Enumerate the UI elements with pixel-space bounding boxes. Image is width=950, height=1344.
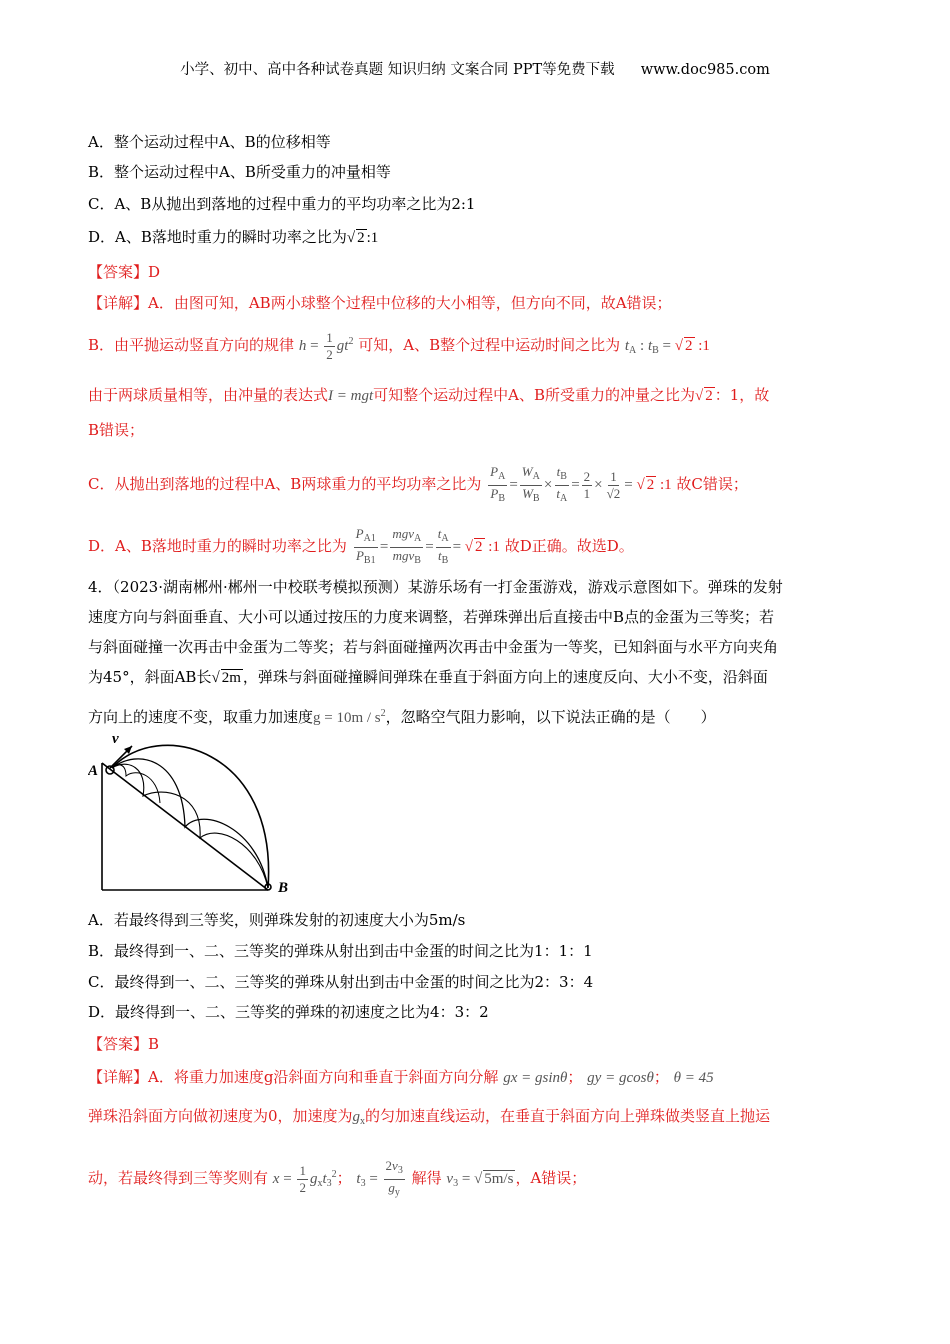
q3-detail-c: C．从抛出到落地的过程中A、B两球重力的平均功率之比为 $\frac{P_A}{P_B}$ = $\frac{W_A}{W_B}$ × $\frac{t_B}{t_A}$ = $\frac{2}{1}$ × $\frac{1}{√2}$ = √ 2 :1 故C错误；	[88, 464, 748, 504]
q3-option-c: C．A、B从抛出到落地的过程中重力的平均功率之比为2:1	[88, 195, 476, 213]
q3-answer: 【答案】D	[88, 263, 161, 281]
q4-detail-2: 弹珠沿斜面方向做初速度为0，加速度为$g_x$的匀加速直线运动，在垂直于斜面方向上弹珠做类竖直上抛运	[88, 1107, 771, 1127]
trajectory-third-prize	[112, 745, 269, 888]
header-text: 小学、初中、高中各种试卷真题 知识归纳 文案合同 PPT等免费下载	[180, 62, 615, 78]
trajectory-first-prize	[112, 764, 268, 888]
trajectory-extra	[112, 765, 160, 803]
q4-stem-3: 与斜面碰撞一次再击中金蛋为二等奖；若与斜面碰撞两次再击中金蛋为一等奖，已知斜面与水平方向夹角	[88, 638, 779, 656]
q4-option-a: A．若最终得到三等奖，则弹珠发射的初速度大小为5m/s	[88, 911, 466, 929]
q3-detail-d: D．A、B落地时重力的瞬时功率之比为 $\frac{P_{A1}}{P_{B1}}$ = $\frac{mgv_A}{mgv_B}$ = $\frac{t_A}{t_B}$ = √ 2 :1 故D正确。故选D。	[88, 526, 634, 566]
q4-stem-4: 为45°，斜面AB长√ 2m ，弹珠与斜面碰撞瞬间弹珠在垂直于斜面方向上的速度反向、大小不变，沿斜面	[88, 668, 768, 686]
formula-v3: $v_3$ = √ 5m/s	[446, 1170, 514, 1189]
q3-option-b: B．整个运动过程中A、B所受重力的冲量相等	[88, 163, 391, 181]
q4-stem-5: 方向上的速度不变，取重力加速度$g = 10m / s^2$，忽略空气阻力影响，以下说法正确的是（ ）	[88, 708, 716, 726]
q4-stem-1: 4．（2023·湖南郴州·郴州一中校联考模拟预测）某游乐场有一打金蛋游戏，游戏示意图如下。弹珠的发射	[88, 578, 783, 596]
q4-stem-2: 速度方向与斜面垂直、大小可以通过按压的力度来调整，若弹珠弹出后直接击中B点的金蛋为三等奖；若	[88, 608, 775, 626]
formula-h: h = $\frac{1}{2}$ $gt^2$	[298, 330, 354, 362]
q3-detail-b3: B错误；	[88, 421, 145, 439]
q4-detail-a: 【详解】A．将重力加速度g沿斜面方向和垂直于斜面方向分解 gx = gsinθ； gy = gcosθ； θ = 45	[88, 1068, 714, 1086]
q4-option-d: D．最终得到一、二、三等奖的弹珠的初速度之比为4：3：2	[88, 1003, 489, 1021]
q3-detail-a: 【详解】A．由图可知，AB两小球整个过程中位移的大小相等，但方向不同，故A错误；	[88, 294, 672, 312]
label-v: v	[112, 731, 119, 747]
q4-option-c: C．最终得到一、二、三等奖的弹珠从射出到击中金蛋的时间之比为2：3：4	[88, 973, 594, 991]
label-a: A	[88, 763, 99, 779]
formula-time-ratio: $t_A$ : $t_B$ =	[624, 337, 675, 356]
q4-detail-3: 动，若最终得到三等奖则有 x = $\frac{1}{2}$ $g_xt_3^2$； $t_3$ = $\frac{2v_3}{g_y}$ 解得 $v_3$ = √ 5m/s ，A错误；	[88, 1158, 587, 1198]
q4-option-b: B．最终得到一、二、三等奖的弹珠从射出到击中金蛋的时间之比为1：1：1	[88, 942, 593, 960]
q3-detail-b1: B．由平抛运动竖直方向的规律 h = $\frac{1}{2}$ $gt^2$ 可知，A、B整个过程中运动时间之比为 $t_A$ : $t_B$ = √ 2 :1	[88, 330, 710, 362]
q3-detail-b2: 由于两球质量相等，由冲量的表达式I = mgt可知整个运动过程中A、B所受重力的冲量之比为√ 2 ：1，故	[88, 386, 770, 404]
formula-inst-power: $\frac{P_{A1}}{P_{B1}}$ = $\frac{mgv_A}{mgv_B}$ = $\frac{t_A}{t_B}$ =	[355, 526, 465, 566]
trajectory-second-prize	[112, 759, 268, 888]
header-site: www.doc985.com	[640, 62, 770, 78]
page-header	[0, 58, 950, 79]
q3-option-d: D．A、B落地时重力的瞬时功率之比为√ 2 :1	[88, 228, 379, 246]
formula-x: x = $\frac{1}{2}$ $g_xt_3^2$	[272, 1163, 337, 1195]
q4-answer: 【答案】B	[88, 1035, 160, 1053]
formula-avg-power: $\frac{P_A}{P_B}$ = $\frac{W_A}{W_B}$ × $\frac{t_B}{t_A}$ = $\frac{2}{1}$ × $\frac{1}{√2}$ =	[490, 464, 637, 504]
q3-option-a: A．整个运动过程中A、B的位移相等	[88, 133, 331, 151]
formula-t3: $t_3$ = $\frac{2v_3}{g_y}$	[356, 1158, 403, 1198]
label-b: B	[278, 880, 289, 896]
incline-diagram	[88, 728, 308, 903]
